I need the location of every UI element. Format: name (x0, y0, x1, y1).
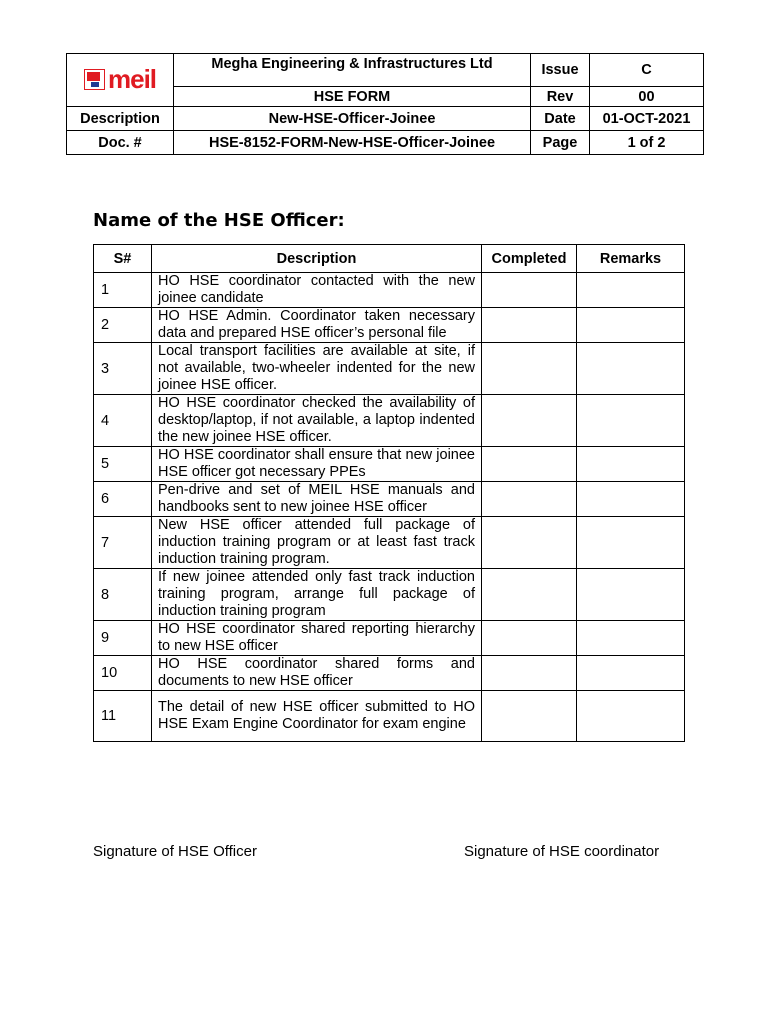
row-description: HO HSE coordinator shall ensure that new joinee HSE officer got necessary PPEs (152, 447, 482, 482)
doc-value: HSE-8152-FORM-New-HSE-Officer-Joinee (174, 131, 531, 155)
rev-label: Rev (531, 87, 590, 107)
remarks-cell[interactable] (577, 621, 685, 656)
row-description: HO HSE coordinator shared reporting hierarchy to new HSE officer (152, 621, 482, 656)
completed-cell[interactable] (482, 308, 577, 343)
remarks-cell[interactable] (577, 395, 685, 447)
description-label: Description (67, 107, 174, 131)
completed-cell[interactable] (482, 656, 577, 691)
remarks-cell[interactable] (577, 656, 685, 691)
column-header-sn: S# (94, 245, 152, 273)
row-number: 9 (94, 621, 152, 656)
document-header-table (66, 53, 704, 155)
officer-name-label: Name of the HSE Officer: (93, 210, 345, 231)
row-description: The detail of new HSE officer submitted to HO HSE Exam Engine Coordinator for exam engine (152, 691, 482, 742)
logo-text: meil (107, 64, 157, 95)
row-number: 11 (94, 691, 152, 742)
table-row (94, 395, 685, 447)
completed-cell[interactable] (482, 343, 577, 395)
issue-label: Issue (531, 54, 590, 87)
row-number: 6 (94, 482, 152, 517)
remarks-cell[interactable] (577, 691, 685, 742)
table-row (94, 656, 685, 691)
remarks-cell[interactable] (577, 482, 685, 517)
row-description: Pen-drive and set of MEIL HSE manuals and handbooks sent to new joinee HSE officer (152, 482, 482, 517)
row-description: If new joinee attended only fast track induction training program, arrange full package of induction training program (152, 569, 482, 621)
table-row (94, 482, 685, 517)
row-number: 1 (94, 273, 152, 308)
checklist-table (93, 244, 685, 742)
table-row (94, 343, 685, 395)
hse-officer-signature-label: Signature of HSE Officer (93, 843, 257, 860)
table-row (94, 621, 685, 656)
completed-cell[interactable] (482, 447, 577, 482)
remarks-cell[interactable] (577, 273, 685, 308)
page-value: 1 of 2 (590, 131, 704, 155)
completed-cell[interactable] (482, 517, 577, 569)
table-row (94, 273, 685, 308)
date-value: 01-OCT-2021 (590, 107, 704, 131)
remarks-cell[interactable] (577, 569, 685, 621)
company-name: Megha Engineering & Infrastructures Ltd (174, 54, 531, 87)
row-number: 10 (94, 656, 152, 691)
doc-label: Doc. # (67, 131, 174, 155)
row-number: 5 (94, 447, 152, 482)
table-row (94, 517, 685, 569)
row-description: Local transport facilities are available at site, if not available, two-wheeler indented for the new joinee HSE officer. (152, 343, 482, 395)
completed-cell[interactable] (482, 395, 577, 447)
rev-value: 00 (590, 87, 704, 107)
table-row (94, 447, 685, 482)
table-row (94, 569, 685, 621)
description-value: New-HSE-Officer-Joinee (174, 107, 531, 131)
remarks-cell[interactable] (577, 517, 685, 569)
remarks-cell[interactable] (577, 447, 685, 482)
hse-coordinator-signature-label: Signature of HSE coordinator (464, 843, 660, 860)
company-logo (67, 54, 174, 107)
row-number: 2 (94, 308, 152, 343)
row-number: 3 (94, 343, 152, 395)
table-row (94, 691, 685, 742)
remarks-cell[interactable] (577, 343, 685, 395)
completed-cell[interactable] (482, 691, 577, 742)
row-description: HO HSE coordinator shared forms and documents to new HSE officer (152, 656, 482, 691)
row-description: New HSE officer attended full package of induction training program or at least fast track induction training program. (152, 517, 482, 569)
row-number: 8 (94, 569, 152, 621)
completed-cell[interactable] (482, 273, 577, 308)
row-number: 7 (94, 517, 152, 569)
completed-cell[interactable] (482, 482, 577, 517)
row-description: HO HSE Admin. Coordinator taken necessary data and prepared HSE officer’s personal file (152, 308, 482, 343)
page-label: Page (531, 131, 590, 155)
date-label: Date (531, 107, 590, 131)
issue-value: C (590, 54, 704, 87)
row-description: HO HSE coordinator checked the availability of desktop/laptop, if not available, a laptop indented the new joinee HSE officer. (152, 395, 482, 447)
meil-logo-mark-icon (84, 69, 105, 90)
row-number: 4 (94, 395, 152, 447)
table-row (94, 308, 685, 343)
completed-cell[interactable] (482, 569, 577, 621)
row-description: HO HSE coordinator contacted with the new joinee candidate (152, 273, 482, 308)
column-header-description: Description (152, 245, 482, 273)
remarks-cell[interactable] (577, 308, 685, 343)
completed-cell[interactable] (482, 621, 577, 656)
form-type: HSE FORM (174, 87, 531, 107)
column-header-completed: Completed (482, 245, 577, 273)
column-header-remarks: Remarks (577, 245, 685, 273)
